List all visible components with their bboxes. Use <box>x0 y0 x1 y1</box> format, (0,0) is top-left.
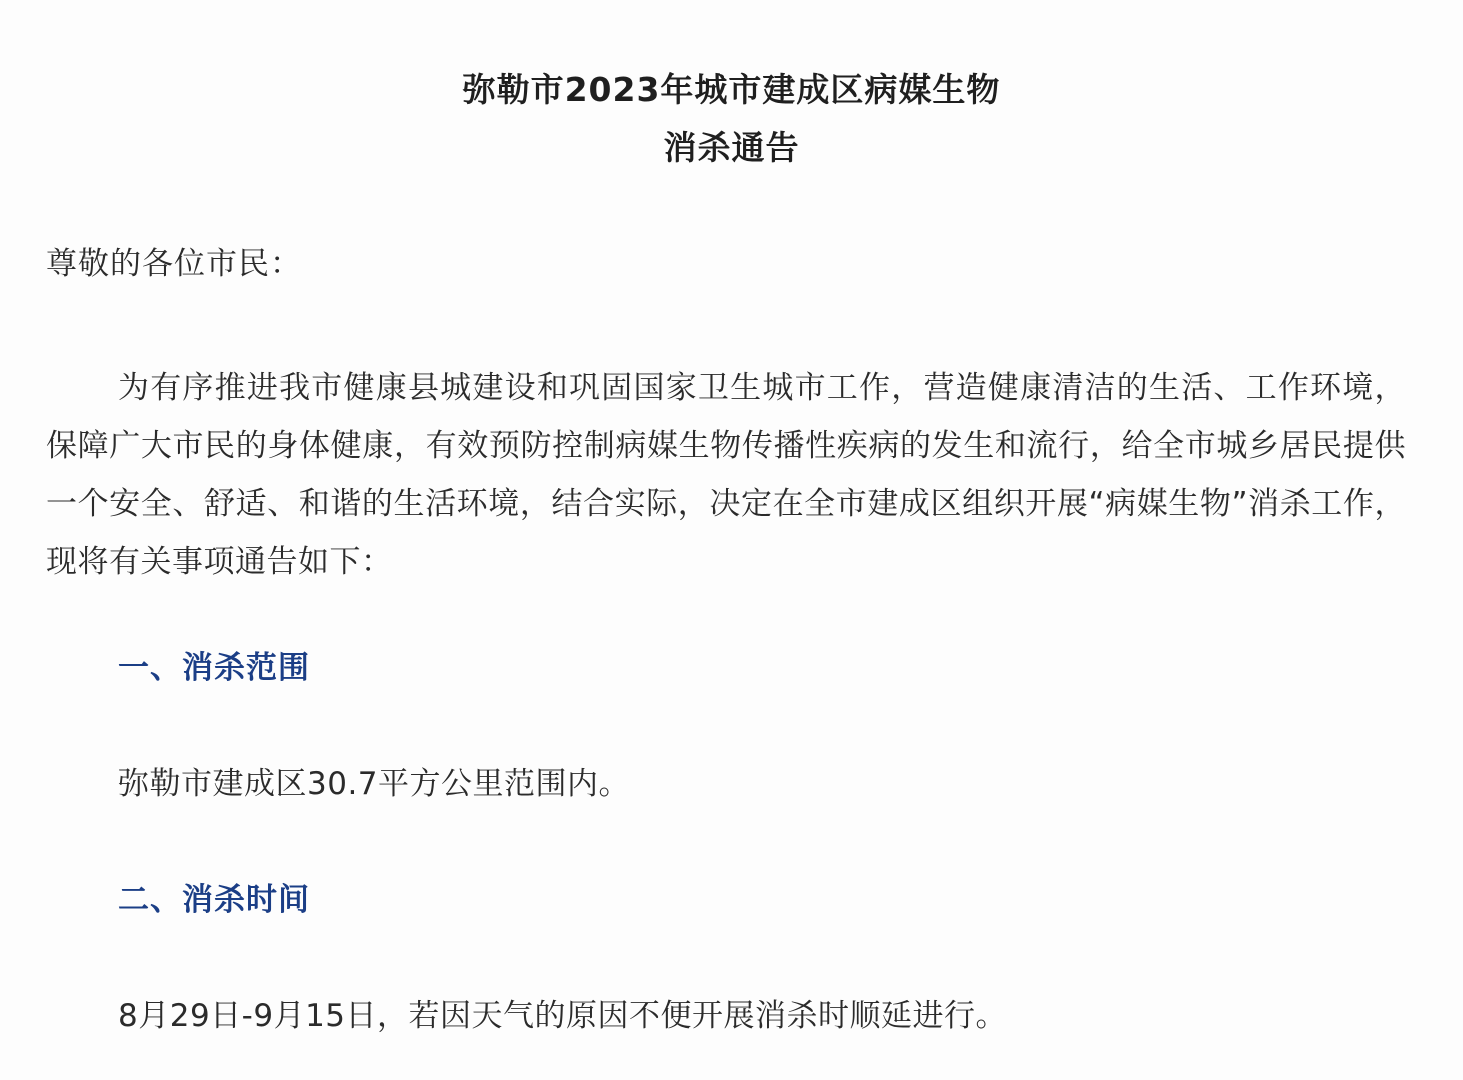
notice-title-line2: 消杀通告 <box>663 128 800 167</box>
section-heading-time: 二、消杀时间 <box>118 882 310 918</box>
section-content-scope: 弥勒市建成区30.7平方公里范围内。 <box>118 766 631 802</box>
section-content-time: 8月29日-9月15日，若因天气的原因不便开展消杀时顺延进行。 <box>118 998 1008 1034</box>
section-heading-scope: 一、消杀范围 <box>118 650 310 686</box>
salutation: 尊敬的各位市民： <box>46 246 302 282</box>
notice-title-line1: 弥勒市2023年城市建成区病媒生物 <box>462 70 1001 109</box>
intro-paragraph: 为有序推进我市健康县城建设和巩固国家卫生城市工作，营造健康清洁的生活、工作环境，保障广大市民的身体健康，有效预防控制病媒生物传播性疾病的发生和流行，给全市城乡居民提供一个安全、舒适、和谐的生活环境，结合实际，决定在全市建成区组织开展“病媒生物”消杀工作，现将有关事项通告如下： <box>46 370 1406 580</box>
